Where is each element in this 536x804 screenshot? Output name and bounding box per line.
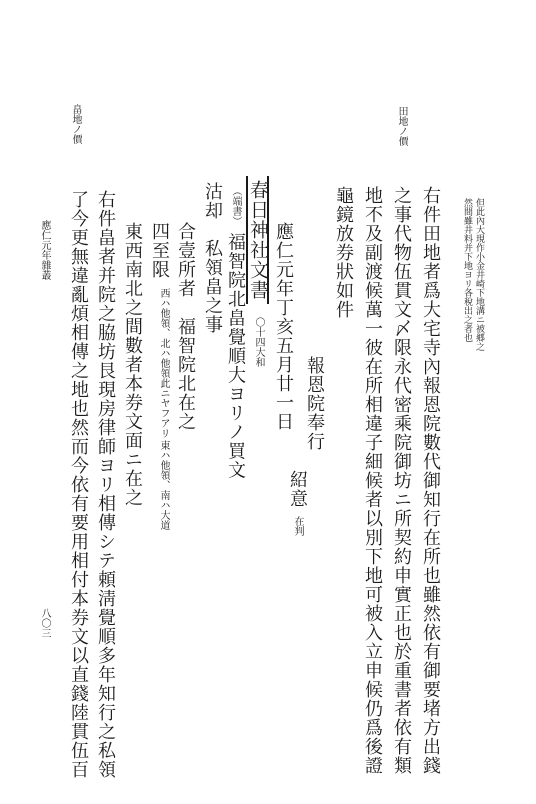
- doc1-line-1: 右件田地者爲大宅寺內報恩院數代御知行在所也雖然依有御要堵方出錢: [420, 186, 441, 775]
- doc2-line-5: 右件畠者并院之脇坊艮現房律師ヨリ相傳シテ頼淸覺順多年知行之私領: [95, 190, 116, 779]
- doc2-title: 春日神社文書: [246, 176, 269, 304]
- page-number: 八〇三: [39, 608, 50, 638]
- doc2-title-column: [246, 176, 269, 367]
- doc2-bounds-note: [158, 288, 168, 530]
- doc2-line-sale: 沽却 私領畠之事: [202, 182, 223, 334]
- doc1-date: 應仁元年丁亥五月廿一日: [273, 222, 294, 431]
- doc2-bounds-note-b: 西ハ他領、北ハ他領此ニヤフアリ: [158, 287, 169, 438]
- doc1-line-4: 龜鏡放券狀如件: [333, 186, 354, 319]
- doc1-line-2: 之事代物伍貫文〆限永代密乘院御坊ニ所契約申實正也於重書者依有類: [391, 186, 412, 775]
- doc1-signer-org: 報恩院奉行: [304, 356, 325, 451]
- doc2-line-east-west: 東西南北之間數者本券文面ニ在之: [122, 222, 143, 507]
- doc2-heading-column: [226, 186, 244, 480]
- doc1-line-3: 地不及副渡候萬一彼在所相違子細候者以別下地可被入立申候仍爲後證: [362, 186, 383, 775]
- book-title: 應仁元年雜叢: [39, 220, 50, 280]
- doc2-line-amount: 合壹所者 福智院北在之: [175, 222, 196, 431]
- doc2-number-note: 〇十四大和: [253, 316, 264, 367]
- head-note-a: 但此內大現作小金井崎下地溝ニ被郷之: [474, 198, 484, 351]
- doc2-line-6: 了今更無違亂煩相傳之地也然而今依有要用相付本券文以直錢陸貫伍百: [68, 190, 89, 779]
- doc2-prefix-note: （端書）: [230, 186, 241, 226]
- running-title-right: 田地ノ價: [396, 106, 407, 146]
- doc1-signer-mark: 在判: [292, 516, 303, 536]
- doc2-bounds-column: [150, 222, 168, 530]
- doc1-signer-name: 紹意: [287, 470, 308, 508]
- head-note-b: 然間雖井料并下地ヨリ各稅出之者也: [462, 198, 472, 342]
- doc2-line-bounds: 四至限: [149, 222, 170, 279]
- running-title-left: 畠地ノ價: [70, 104, 81, 144]
- doc2-heading: 福智院北畠覺順大ヨリノ買文: [225, 232, 246, 480]
- doc2-bounds-note-a: 東ハ他領、南ハ大道: [158, 439, 169, 530]
